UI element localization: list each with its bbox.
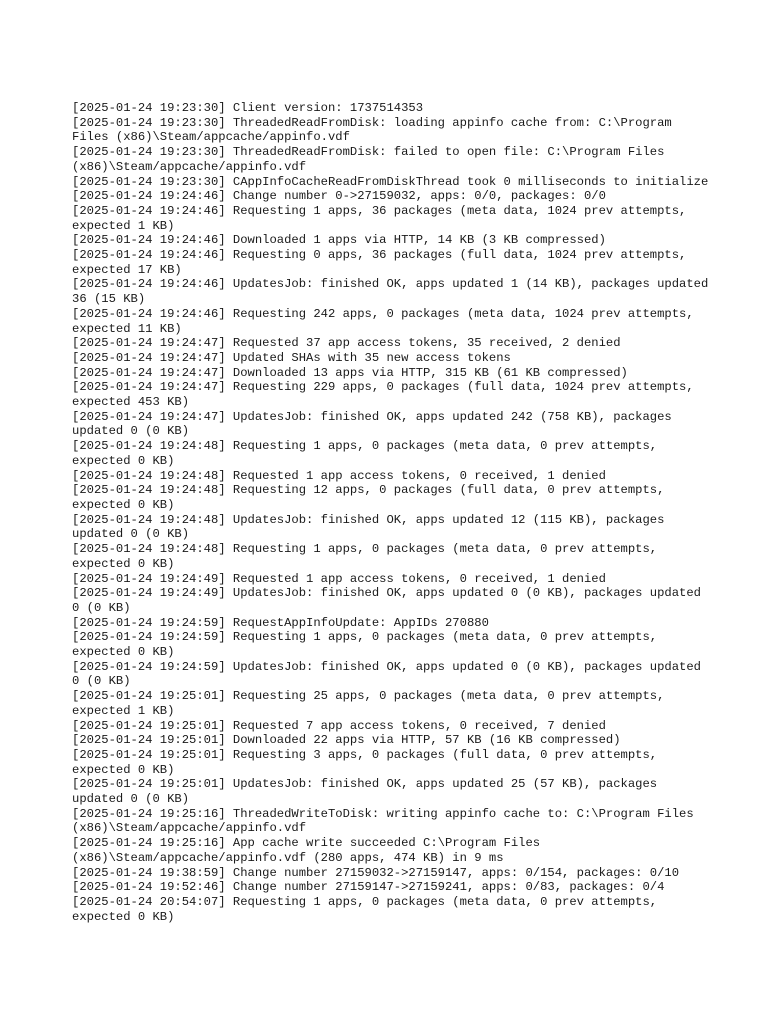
log-line: [2025-01-24 19:24:48] Requesting 1 apps, 0 packages (meta data, 0 prev attempts, expected 0 KB) bbox=[72, 439, 665, 468]
log-line: [2025-01-24 19:23:30] CAppInfoCacheReadFromDiskThread took 0 milliseconds to initialize bbox=[72, 174, 709, 189]
log-line: [2025-01-24 19:25:16] App cache write succeeded C:\Program Files (x86)\Steam/appcache/appinfo.vdf (280 apps, 474 KB) in 9 ms bbox=[72, 836, 548, 865]
log-line: [2025-01-24 19:24:47] Updated SHAs with 35 new access tokens bbox=[72, 350, 511, 365]
log-line: [2025-01-24 19:24:48] UpdatesJob: finished OK, apps updated 12 (115 KB), packages updated 0 (0 KB) bbox=[72, 512, 672, 542]
log-line: [2025-01-24 19:24:59] Requesting 1 apps, 0 packages (meta data, 0 prev attempts, expected 0 KB) bbox=[72, 630, 665, 660]
log-line: [2025-01-24 19:52:46] Change number 27159147->27159241, apps: 0/83, packages: 0/4 bbox=[72, 880, 665, 895]
log-line: [2025-01-24 19:23:30] ThreadedReadFromDisk: failed to open file: C:\Program Files (x86)\Steam/appcache/appinfo.vdf bbox=[72, 145, 672, 174]
log-line: [2025-01-24 19:24:49] Requested 1 app access tokens, 0 received, 1 denied bbox=[72, 571, 606, 586]
log-line: [2025-01-24 19:24:48] Requested 1 app access tokens, 0 received, 1 denied bbox=[72, 468, 606, 483]
log-line: [2025-01-24 19:25:16] ThreadedWriteToDisk: writing appinfo cache to: C:\Program Files (x86)\Steam/appcache/appinfo.vdf bbox=[72, 806, 701, 836]
log-line: [2025-01-24 19:23:30] ThreadedReadFromDisk: loading appinfo cache from: C:\Program Files (x86)\Steam/appcache/appinfo.vdf bbox=[72, 115, 680, 145]
log-line: [2025-01-24 19:25:01] Requesting 25 apps, 0 packages (meta data, 0 prev attempts, expected 1 KB) bbox=[72, 689, 672, 718]
log-line: [2025-01-24 19:24:59] RequestAppInfoUpdate: AppIDs 270880 bbox=[72, 615, 489, 630]
log-line: [2025-01-24 19:38:59] Change number 27159032->27159147, apps: 0/154, packages: 0/10 bbox=[72, 865, 680, 880]
log-line: [2025-01-24 19:23:30] Client version: 1737514353 bbox=[72, 101, 424, 115]
log-line: [2025-01-24 19:24:47] Requested 37 app access tokens, 35 received, 2 denied bbox=[72, 336, 621, 351]
log-line: [2025-01-24 19:24:47] Downloaded 13 apps via HTTP, 315 KB (61 KB compressed) bbox=[72, 365, 628, 380]
log-line: [2025-01-24 19:24:46] Requesting 0 apps, 36 packages (full data, 1024 prev attempts, expected 17 KB) bbox=[72, 248, 694, 277]
log-line: [2025-01-24 19:24:46] Change number 0->27159032, apps: 0/0, packages: 0/0 bbox=[72, 189, 606, 204]
log-line: [2025-01-24 19:24:46] Requesting 242 apps, 0 packages (meta data, 1024 prev attempts, expected 11 KB) bbox=[72, 306, 701, 336]
log-line: [2025-01-24 19:24:47] UpdatesJob: finished OK, apps updated 242 (758 KB), packages updated 0 (0 KB) bbox=[72, 409, 680, 439]
log-line: [2025-01-24 19:25:01] UpdatesJob: finished OK, apps updated 25 (57 KB), packages updated 0 (0 KB) bbox=[72, 777, 665, 807]
log-line: [2025-01-24 19:24:46] Requesting 1 apps, 36 packages (meta data, 1024 prev attempts, expected 1 KB) bbox=[72, 203, 694, 233]
log-line: [2025-01-24 19:24:48] Requesting 12 apps, 0 packages (full data, 0 prev attempts, expected 0 KB) bbox=[72, 483, 672, 512]
log-line: [2025-01-24 19:24:49] UpdatesJob: finished OK, apps updated 0 (0 KB), packages updated 0 (0 KB) bbox=[72, 586, 709, 615]
log-line: [2025-01-24 19:24:59] UpdatesJob: finished OK, apps updated 0 (0 KB), packages updated 0 (0 KB) bbox=[72, 659, 709, 689]
log-line: [2025-01-24 19:24:46] Downloaded 1 apps via HTTP, 14 KB (3 KB compressed) bbox=[72, 233, 606, 248]
log-line: [2025-01-24 19:25:01] Requested 7 app access tokens, 0 received, 7 denied bbox=[72, 718, 606, 733]
log-line: [2025-01-24 19:24:46] UpdatesJob: finished OK, apps updated 1 (14 KB), packages updated 36 (15 KB) bbox=[72, 277, 716, 307]
log-document bbox=[72, 101, 716, 924]
log-line: [2025-01-24 20:54:07] Requesting 1 apps, 0 packages (meta data, 0 prev attempts, expected 0 KB) bbox=[72, 894, 665, 924]
log-line: [2025-01-24 19:25:01] Requesting 3 apps, 0 packages (full data, 0 prev attempts, expected 0 KB) bbox=[72, 747, 665, 777]
log-line: [2025-01-24 19:24:47] Requesting 229 apps, 0 packages (full data, 1024 prev attempts, expected 453 KB) bbox=[72, 380, 701, 410]
log-line: [2025-01-24 19:24:48] Requesting 1 apps, 0 packages (meta data, 0 prev attempts, expected 0 KB) bbox=[72, 542, 665, 571]
log-line: [2025-01-24 19:25:01] Downloaded 22 apps via HTTP, 57 KB (16 KB compressed) bbox=[72, 733, 621, 748]
